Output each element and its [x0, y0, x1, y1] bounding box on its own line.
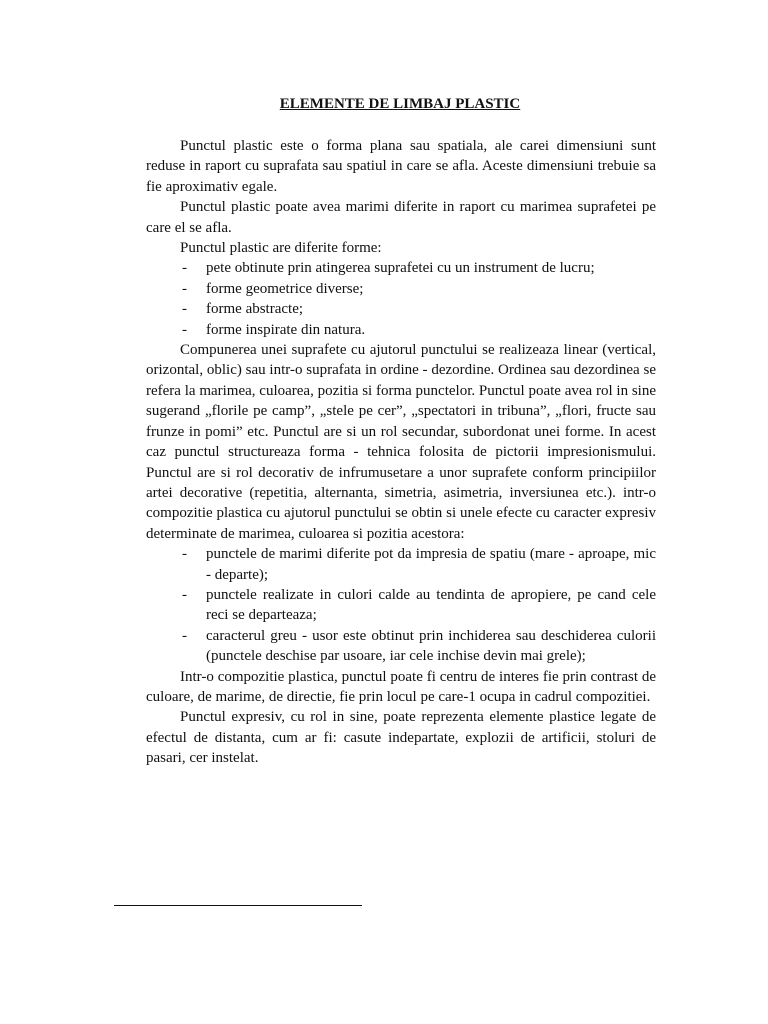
- forms-list: [146, 258, 656, 340]
- list-item: - forme geometrice diverse;: [182, 280, 364, 297]
- list-item: - forme inspirate din natura.: [182, 321, 366, 338]
- list-item: - punctele de marimi diferite pot da impresia de spatiu (mare - aproape, mic - departe);: [182, 546, 656, 583]
- list-item: - forme abstracte;: [182, 301, 304, 318]
- paragraph-composition: Compunerea unei suprafete cu ajutorul punctului se realizeaza linear (vertical, orizontal, oblic) sau intr-o suprafata in ordine - dezordine. Ordinea sau dezordinea se refera la marimea, culoarea, pozitia si forma punctelor. Punctul poate avea rol in sine sugerand „florile pe camp”, „stele pe cer”, „spectatori in tribuna”, „flori, fructe sau frunze in pomi” etc. Punctul are si un rol secundar, subordonat unei forme. In acest caz punctul structureaza forma - tehnica folosita de pictorii impresionismului. Punctul are si rol decorativ de infrumusetare a unor suprafete conform principiilor artei decorative (repetitia, alternanta, simetria, asimetria, inversiunea etc.). intr-o compozitie plastica cu ajutorul punctului se obtin si unele efecte cu caracter expresiv determinate de marimea, culoarea si pozitia acestora:: [146, 342, 656, 542]
- footnote-divider: [114, 905, 362, 906]
- page-title: ELEMENTE DE LIMBAJ PLASTIC: [279, 96, 521, 112]
- effects-list: [146, 544, 656, 666]
- list-item: - punctele realizate in culori calde au tendinta de apropiere, pe cand cele reci se departeaza;: [182, 586, 656, 624]
- paragraph-definition: Punctul plastic este o forma plana sau spatiala, ale carei dimensiuni sunt reduse in raport cu suprafata sau spatiul in care se afla. Aceste dimensiuni trebuie sa fie aproximativ egale.: [146, 138, 656, 195]
- list-item: - caracterul greu - usor este obtinut prin inchiderea sau deschiderea culorii (punctele deschise par usoare, iar cele inchise devin mai grele);: [182, 627, 656, 665]
- list-item: - pete obtinute prin atingerea suprafetei cu un instrument de lucru;: [182, 260, 595, 277]
- paragraph-center-of-interest: Intr-o compozitie plastica, punctul poate fi centru de interes fie prin contrast de culoare, de marime, de directie, fie prin locul pe care-1 ocupa in cadrul compozitiei.: [146, 668, 656, 705]
- paragraph-sizes: Punctul plastic poate avea marimi diferite in raport cu marimea suprafetei pe care el se afla.: [146, 199, 656, 236]
- document-body: [146, 136, 656, 769]
- paragraph-expressive-point: Punctul expresiv, cu rol in sine, poate reprezenta elemente plastice legate de efectul de distanta, cum ar fi: casute indepartate, explozii de artificii, stoluri de pasari, cer instelat.: [146, 709, 656, 767]
- paragraph-forms-intro: Punctul plastic are diferite forme:: [180, 240, 382, 257]
